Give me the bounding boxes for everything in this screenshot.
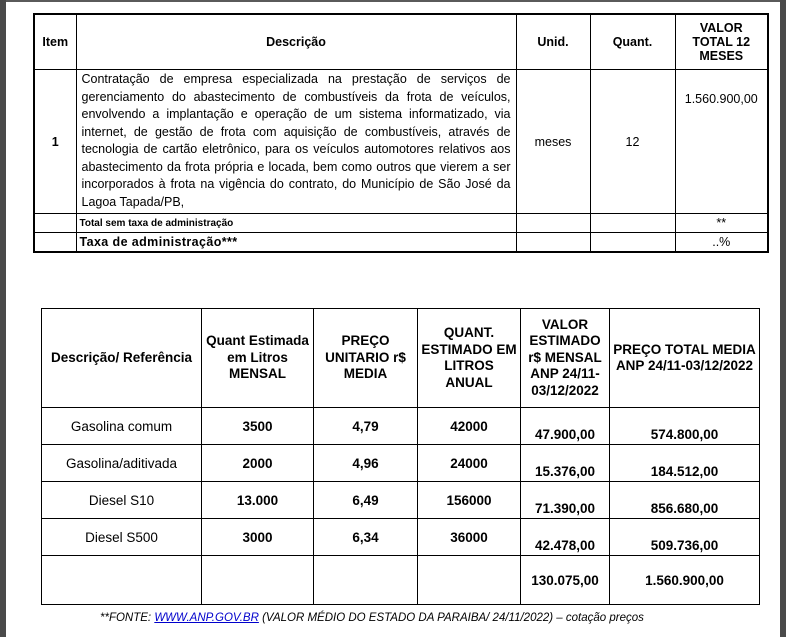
item-total-value: 1.560.900,00 bbox=[675, 70, 768, 214]
preco-total: 856.680,00 bbox=[610, 482, 760, 519]
source-footnote bbox=[100, 612, 644, 624]
valor-mensal: 47.900,00 bbox=[521, 408, 610, 445]
valor-mensal: 15.376,00 bbox=[521, 445, 610, 482]
total-sem-taxa-row bbox=[34, 214, 768, 233]
fuel-description: Diesel S500 bbox=[42, 519, 202, 556]
footnote-prefix: **FONTE: bbox=[100, 612, 155, 624]
totals-row bbox=[42, 556, 760, 605]
total-sem-taxa-label: Total sem taxa de administração bbox=[76, 214, 516, 233]
header-item: Item bbox=[34, 14, 76, 70]
fuel-price-table bbox=[41, 308, 760, 605]
quant-anual: 36000 bbox=[418, 519, 521, 556]
table-row bbox=[42, 519, 760, 556]
quant-anual: 24000 bbox=[418, 445, 521, 482]
item-quantity: 12 bbox=[590, 70, 675, 214]
header-descricao-referencia: Descrição/ Referência bbox=[42, 309, 202, 408]
item-number: 1 bbox=[34, 70, 76, 214]
fuel-description: Diesel S10 bbox=[42, 482, 202, 519]
table-row bbox=[42, 482, 760, 519]
header-quant-mensal: Quant Estimada em Litros MENSAL bbox=[202, 309, 314, 408]
quant-mensal: 3000 bbox=[202, 519, 314, 556]
table-row bbox=[34, 70, 768, 214]
header-preco-unitario: PREÇO UNITARIO r$ MEDIA bbox=[314, 309, 418, 408]
quant-mensal: 2000 bbox=[202, 445, 314, 482]
header-quant-anual: QUANT. ESTIMADO EM LITROS ANUAL bbox=[418, 309, 521, 408]
header-preco-total: PREÇO TOTAL MEDIA ANP 24/11-03/12/2022 bbox=[610, 309, 760, 408]
preco-unitario: 4,79 bbox=[314, 408, 418, 445]
left-window-border bbox=[0, 0, 6, 637]
preco-unitario: 4,96 bbox=[314, 445, 418, 482]
fuel-description: Gasolina/aditivada bbox=[42, 445, 202, 482]
header-valor-mensal: VALOR ESTIMADO r$ MENSAL ANP 24/11-03/12/2022 bbox=[521, 309, 610, 408]
preco-unitario: 6,49 bbox=[314, 482, 418, 519]
table-header-row bbox=[34, 14, 768, 70]
header-descricao: Descrição bbox=[76, 14, 516, 70]
valor-mensal: 71.390,00 bbox=[521, 482, 610, 519]
item-unit: meses bbox=[516, 70, 590, 214]
right-window-border bbox=[780, 0, 786, 637]
item-description: Contratação de empresa especializada na prestação de serviços de gerenciamento do abastecimento de combustíveis da frota de veículos, envolvendo a implantação e operação de um sistema informatizado, via internet, de gestão de frota com aquisição de combustíveis, através de tecnologia de cartão eletrônico, para os veículos automotores relativos aos abastecimento da frota própria e locada, bem como outros que vierem a ser incorporados à frota na vigência do contrato, do Município de São José da Lagoa Tapada/PB, bbox=[76, 70, 516, 214]
preco-total: 574.800,00 bbox=[610, 408, 760, 445]
taxa-row bbox=[34, 233, 768, 253]
valor-mensal: 42.478,00 bbox=[521, 519, 610, 556]
table-header-row bbox=[42, 309, 760, 408]
total-preco-total: 1.560.900,00 bbox=[610, 556, 760, 605]
header-quant: Quant. bbox=[590, 14, 675, 70]
top-border bbox=[6, 0, 780, 2]
quant-anual: 156000 bbox=[418, 482, 521, 519]
footnote-suffix: (VALOR MÉDIO DO ESTADO DA PARAIBA/ 24/11/2022) – cotação preços bbox=[258, 612, 644, 624]
preco-total: 509.736,00 bbox=[610, 519, 760, 556]
total-valor-mensal: 130.075,00 bbox=[521, 556, 610, 605]
table-row bbox=[42, 408, 760, 445]
contract-items-table bbox=[33, 13, 769, 253]
fuel-description: Gasolina comum bbox=[42, 408, 202, 445]
header-valor-total: VALOR TOTAL 12 MESES bbox=[675, 14, 768, 70]
taxa-value: ..% bbox=[675, 233, 768, 253]
anp-link[interactable]: WWW.ANP.GOV.BR bbox=[154, 612, 259, 624]
quant-anual: 42000 bbox=[418, 408, 521, 445]
preco-total: 184.512,00 bbox=[610, 445, 760, 482]
quant-mensal: 13.000 bbox=[202, 482, 314, 519]
header-unid: Unid. bbox=[516, 14, 590, 70]
table-row bbox=[42, 445, 760, 482]
preco-unitario: 6,34 bbox=[314, 519, 418, 556]
quant-mensal: 3500 bbox=[202, 408, 314, 445]
total-sem-taxa-value: ** bbox=[675, 214, 768, 233]
taxa-label: Taxa de administração*** bbox=[76, 233, 516, 253]
